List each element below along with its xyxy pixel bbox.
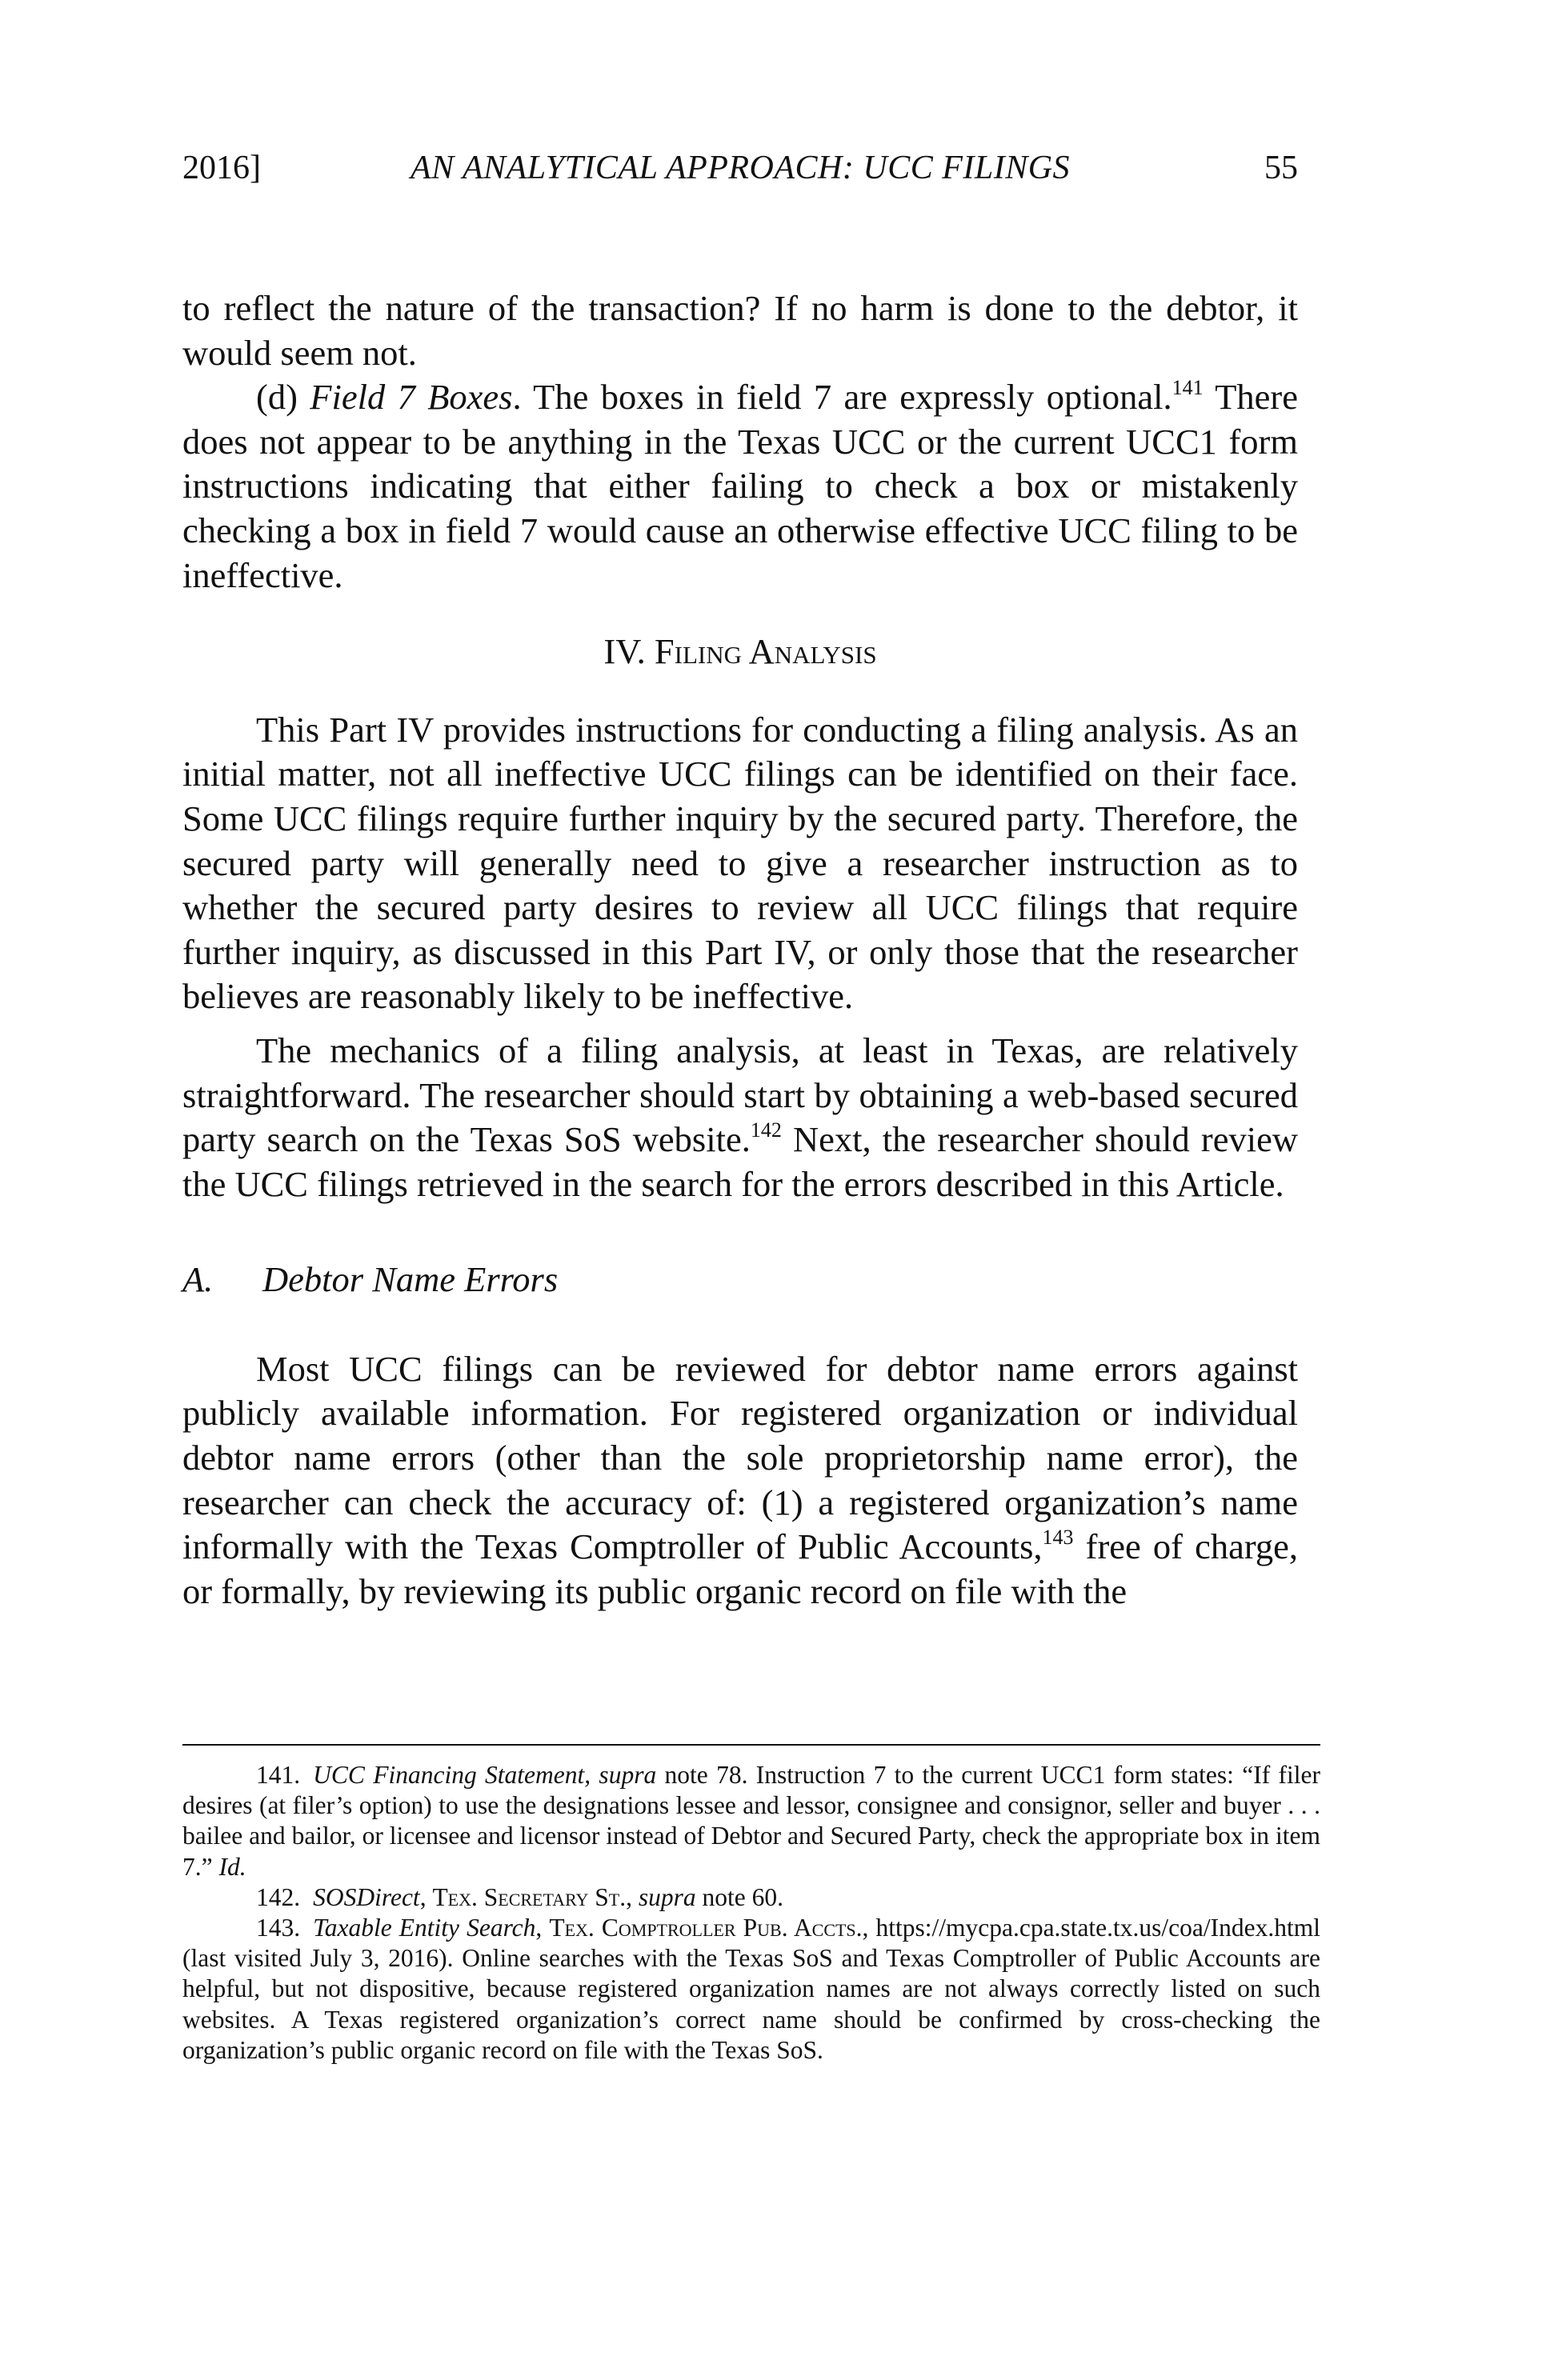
footnote-ref-143[interactable]: 143: [1042, 1526, 1074, 1550]
footnote-ref-142[interactable]: 142: [750, 1118, 782, 1142]
section-title: Filing Analysis: [654, 631, 877, 672]
footnote-text: ,: [419, 1882, 433, 1911]
footnote-142: [182, 1882, 1320, 1913]
footnote-text: note 60.: [695, 1882, 784, 1911]
para-text: There does not appear to be anything in the Texas UCC or the current UCC1 form instructions indicating that either failing to check a box or mistakenly checking a box in field 7 would cause an otherwise effective UCC filing to be ineffective.: [182, 377, 1298, 595]
running-header: [182, 149, 1298, 195]
footnotes: [182, 1760, 1320, 2066]
footnote-smallcaps: Tex. Comptroller Pub. Accts.: [549, 1914, 863, 1942]
section-heading: [182, 630, 1298, 674]
footnote-number: 141.: [256, 1761, 301, 1789]
footnote-text: ,: [626, 1882, 639, 1911]
footnote-supra: supra: [638, 1882, 696, 1911]
paragraph-mechanics: [182, 1029, 1298, 1206]
paragraph-part-iv-intro: This Part IV provides instructions for conducting a filing analysis. As an initial matter, not all ineffective UCC filings can be identified on their face. Some UCC filings require further inquiry by the secured party. Therefore, the secured party will generally need to give a researcher instruction as to whether the secured party desires to review all UCC filings that require further inquiry, as discussed in this Part IV, or only those that the researcher believes are reasonably likely to be ineffective.: [182, 709, 1298, 1017]
paragraph-continuation: to reflect the nature of the transaction? If no harm is done to the debtor, it would seem not.: [182, 288, 1298, 373]
footnote-source: UCC Financing Statement, supra: [313, 1761, 657, 1789]
footnote-text: , https://mycpa.cpa.state.tx.us/coa/Index.html (last visited July 3, 2016). Online searches with the Texas SoS and Texas Comptroller of Public Accounts are helpful, but not dispositive, because registered organization names are not always correctly listed on such websites. A Texas registered organization’s correct name should be confirmed by cross-checking the organization’s public organic record on file with the Texas SoS.: [182, 1914, 1320, 2064]
para-text: . The boxes in field 7 are expressly optional.: [512, 377, 1172, 418]
header-article-title: AN ANALYTICAL APPROACH: UCC FILINGS: [410, 150, 1071, 186]
header-page-number: 55: [1264, 150, 1298, 186]
para-text: Most UCC filings can be reviewed for debtor name errors against publicly available information. For registered organization or individual debtor name errors (other than the sole proprietorship name error), the researcher can check the accuracy of: (1) a registered organization’s name informally with the Texas Comptroller of Public Accounts,: [182, 1348, 1298, 1567]
paragraph-debtor-name-errors: [182, 1347, 1298, 1614]
para-text: Next, the researcher should review the UCC filings retrieved in the search for the errors described in this Article.: [182, 1119, 1298, 1204]
section-numeral: IV.: [603, 631, 646, 672]
footnote-source: SOSDirect: [313, 1882, 420, 1911]
para-lead: (d): [256, 377, 310, 418]
footnote-number: 142.: [256, 1882, 301, 1911]
footnote-source: Taxable Entity Search: [313, 1914, 536, 1942]
subsection-letter: A.: [182, 1259, 214, 1300]
main-text: [182, 286, 1298, 1614]
paragraph-field-7-boxes: [182, 375, 1298, 598]
footnote-number: 143.: [256, 1914, 301, 1942]
footnote-ref-141[interactable]: 141: [1172, 376, 1204, 400]
para-heading-italic: Field 7 Boxes: [310, 377, 513, 418]
footnote-divider: [182, 1744, 1320, 1746]
subsection-title: Debtor Name Errors: [262, 1259, 559, 1300]
footnote-smallcaps: Tex. Secretary St.: [432, 1882, 627, 1911]
para-text: free of charge, or formally, by reviewing its public organic record on file with the: [182, 1526, 1298, 1611]
para-text: The mechanics of a filing analysis, at least in Texas, are relatively straightforward. The researcher should start by obtaining a web-based secured party search on the Texas SoS website.: [182, 1030, 1298, 1160]
footnote-text: note 78. Instruction 7 to the current UCC1 form states: “If filer desires (at filer’s option) to use the designations lessee and lessor, consignee and consignor, seller and buyer . . . bailee and bailor, or licensee and licensor instead of Debtor and Secured Party, check the appropriate box in item 7.”: [182, 1761, 1320, 1881]
footnote-id: Id.: [218, 1852, 246, 1881]
footnote-141: [182, 1760, 1320, 1882]
header-volume-year: 2016]: [182, 150, 261, 186]
footnote-143: [182, 1913, 1320, 2066]
footnote-text: ,: [535, 1914, 550, 1942]
subsection-heading: [182, 1258, 1298, 1302]
